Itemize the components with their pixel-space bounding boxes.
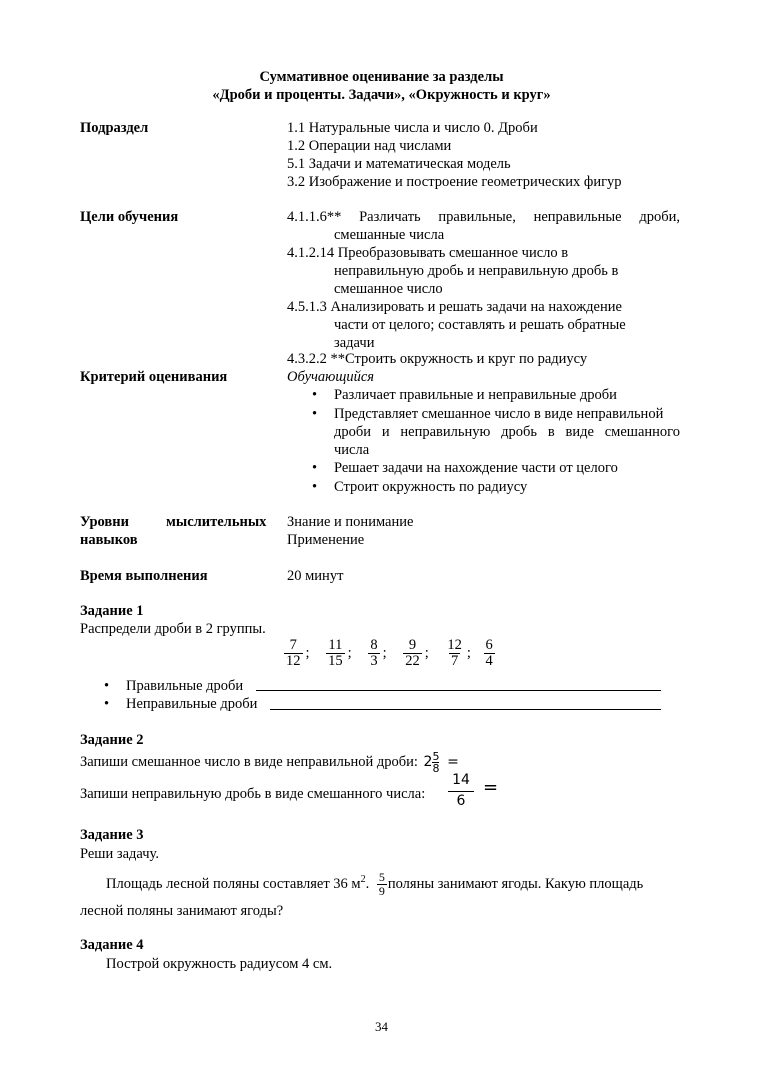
separator: ; [424,644,429,661]
equals-sign: = [447,753,459,770]
mixed-number-whole: 2 [423,753,433,770]
goal-line: смешанное число [334,281,443,297]
title-line-1: Суммативное оценивание за разделы [259,69,504,85]
fraction: $\frac{9}{22}$ [405,637,420,669]
period: . [365,875,370,892]
goal-line: смешанные числа [334,227,445,243]
task3-problem-start: Площадь лесной поляны составляет 36 м [106,875,361,892]
goals-label: Цели обучения [80,209,179,225]
title-line-2: «Дроби и проценты. Задачи», «Окружность и круг» [212,87,551,103]
criteria-intro: Обучающийся [287,369,375,385]
goal-line: 4.5.1.3 Анализировать и решать задачи на нахождение [287,299,622,315]
criteria-item: • Строит окружность по радиусу [334,478,527,496]
fraction-list [283,638,496,669]
improper-denominator: 6 [448,791,474,810]
levels-label-1: Уровни [80,514,129,530]
task1-title: Задание 1 [80,603,144,619]
task2-line-1-text: Запиши смешанное число в виде неправильной дроби: [80,753,418,770]
page-number: 34 [375,1019,388,1034]
task1-text: Распредели дроби в 2 группы. [80,621,266,637]
task2-line-1 [80,751,459,774]
squared-superscript: 2 [360,874,366,885]
fraction: $\frac{12}{7}$ [447,637,462,669]
task3-fraction: $\frac{5}{9}$ [378,870,385,898]
level-item: Знание и понимание [287,514,414,530]
task2-title: Задание 2 [80,732,144,748]
criteria-item: • Различает правильные и неправильные дроби [334,386,617,404]
fraction: $\frac{6}{4}$ [485,637,493,669]
task3-problem-line-1 [106,871,643,898]
goal-line: 4.1.2.14 Преобразовывать смешанное число в [287,245,569,261]
subsection-item: 5.1 Задачи и математическая модель [287,156,511,172]
task3-text: Реши задачу. [80,846,159,862]
task3-problem-line-2: лесной поляны занимают ягоды? [80,903,284,919]
task2-line-2-text: Запиши неправильную дробь в виде смешанного числа: [80,786,426,802]
fraction: $\frac{7}{12}$ [286,637,301,669]
separator: ; [305,644,310,661]
fraction: $\frac{11}{15}$ [328,637,343,669]
task4-title: Задание 4 [80,937,144,953]
improper-fractions-answer-line[interactable] [270,709,661,710]
equals-sign-2: = [483,777,499,798]
subsection-item: 3.2 Изображение и построение геометрических фигур [287,174,622,190]
goal-line: 4.1.1.6** Различать правильные, неправильные дроби, [287,209,680,225]
separator: ; [466,644,471,661]
goal-line: неправильную дробь и неправильную дробь в [334,263,619,279]
improper-numerator: 14 [452,772,470,788]
separator: ; [382,644,387,661]
fraction: $\frac{8}{3}$ [370,637,378,669]
levels-label-3: навыков [80,532,138,548]
goal-line: 4.3.2.2 **Строить окружность и круг по радиусу [287,351,588,367]
criteria-item: • Решает задачи на нахождение части от целого [334,459,618,477]
criteria-item: • Представляет смешанное число в виде неправильной [334,405,663,423]
separator: ; [347,644,352,661]
criteria-item-cont: дроби и неправильную дробь в виде смешанного [334,424,680,440]
mixed-number-fraction: $\frac{5}{8}$ [432,750,440,775]
level-item: Применение [287,532,365,548]
task3-problem-mid: поляны занимают ягоды. Какую площадь [387,875,644,892]
criteria-label: Критерий оценивания [80,369,228,385]
subsection-item: 1.1 Натуральные числа и число 0. Дроби [287,120,538,136]
improper-fractions-label: • Неправильные дроби [126,695,257,713]
levels-label-2: мыслительных [166,514,267,530]
subsection-item: 1.2 Операции над числами [287,138,452,154]
goal-line: части от целого; составлять и решать обратные [334,317,626,333]
subsection-label: Подраздел [80,120,149,136]
proper-fractions-answer-line[interactable] [256,690,661,691]
task4-text: Построй окружность радиусом 4 см. [106,956,333,972]
improper-fraction [448,771,474,810]
time-value: 20 минут [287,568,344,584]
task3-title: Задание 3 [80,827,144,843]
proper-fractions-label: • Правильные дроби [126,677,243,695]
goal-line: задачи [334,335,375,351]
criteria-item-cont: числа [334,442,370,458]
time-label: Время выполнения [80,568,208,584]
